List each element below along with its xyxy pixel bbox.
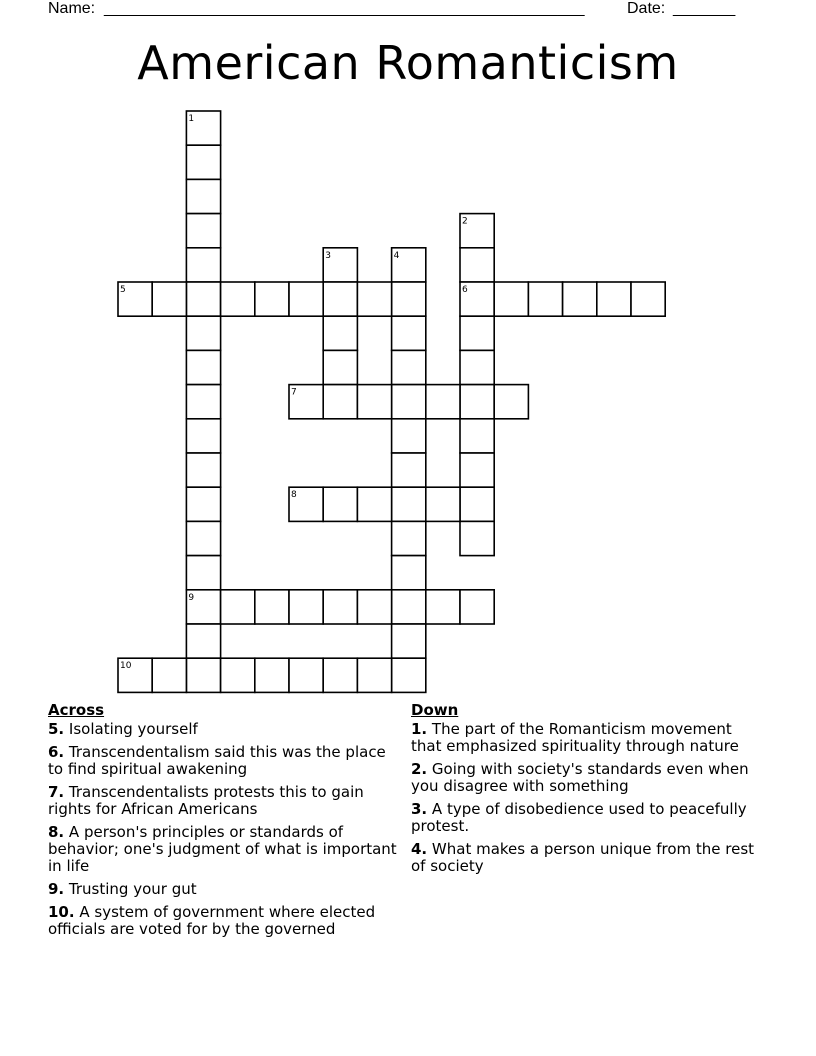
crossword-cell[interactable]	[392, 350, 426, 384]
crossword-cell[interactable]	[186, 624, 220, 658]
clue-number-label: 4	[393, 250, 400, 261]
crossword-cell[interactable]	[118, 658, 152, 692]
down-clue	[411, 841, 756, 875]
crossword-cell[interactable]	[289, 590, 323, 624]
crossword-cell[interactable]	[323, 658, 357, 692]
crossword-cell[interactable]	[186, 179, 220, 213]
crossword-cell[interactable]	[186, 248, 220, 282]
crossword-cell[interactable]	[357, 658, 391, 692]
clue-text: Isolating yourself	[68, 720, 198, 738]
crossword-cell[interactable]	[392, 316, 426, 350]
down-clue	[411, 801, 756, 835]
crossword-cell[interactable]	[323, 282, 357, 316]
clue-number: 1.	[411, 720, 428, 738]
clue-text: A system of government where elected officials are voted for by the governed	[48, 903, 376, 938]
crossword-cell[interactable]	[186, 145, 220, 179]
clue-text: A type of disobedience used to peacefully protest.	[411, 800, 747, 835]
crossword-cell[interactable]	[221, 658, 255, 692]
crossword-cell[interactable]	[494, 385, 528, 419]
clue-text: Transcendentalism said this was the place to find spiritual awakening	[48, 743, 386, 778]
crossword-cell[interactable]	[392, 282, 426, 316]
down-clues	[411, 702, 756, 881]
across-clue	[48, 881, 398, 898]
clue-number: 8.	[48, 823, 65, 841]
clue-number-label: 10	[120, 661, 132, 672]
crossword-cell[interactable]	[152, 282, 186, 316]
clue-number-label: 1	[188, 114, 195, 124]
clue-number-label: 5	[120, 285, 126, 295]
crossword-cell[interactable]	[255, 590, 289, 624]
down-clue	[411, 721, 756, 755]
crossword-cell[interactable]	[392, 521, 426, 555]
clue-number: 2.	[411, 760, 428, 778]
across-clue	[48, 721, 398, 738]
crossword-cell[interactable]	[221, 590, 255, 624]
crossword-cell[interactable]	[221, 282, 255, 316]
crossword-cell[interactable]	[186, 419, 220, 453]
crossword-cell[interactable]	[255, 658, 289, 692]
crossword-cell[interactable]	[460, 453, 494, 487]
crossword-cell[interactable]	[289, 282, 323, 316]
crossword-cell[interactable]	[392, 487, 426, 521]
clue-text: Going with society's standards even when you disagree with something	[411, 760, 749, 795]
crossword-cell[interactable]	[392, 385, 426, 419]
crossword-cell[interactable]	[392, 453, 426, 487]
name-field[interactable]: ______________________________________________________	[104, 0, 585, 17]
clue-text: The part of the Romanticism movement that emphasized spirituality through nature	[411, 720, 739, 755]
clue-number: 6.	[48, 743, 65, 761]
crossword-cell[interactable]	[392, 556, 426, 590]
crossword-cell[interactable]	[186, 453, 220, 487]
crossword-cell[interactable]	[357, 487, 391, 521]
clue-number-label: 2	[462, 216, 468, 227]
clue-text: A person's principles or standards of behavior; one's judgment of what is important in life	[48, 823, 397, 875]
down-clue	[411, 761, 756, 795]
clue-number-label: 8	[291, 490, 297, 501]
crossword-cell[interactable]	[186, 214, 220, 248]
date-field[interactable]: _______	[673, 0, 736, 17]
crossword-cell[interactable]	[528, 282, 562, 316]
crossword-cell[interactable]	[118, 282, 152, 316]
crossword-cell[interactable]	[186, 556, 220, 590]
clue-number-label: 3	[325, 250, 331, 261]
crossword-cell[interactable]	[460, 316, 494, 350]
crossword-cell[interactable]	[323, 487, 357, 521]
clue-number-label: 9	[188, 592, 195, 603]
clue-text: Transcendentalists protests this to gain rights for African Americans	[48, 783, 364, 818]
across-heading: Across	[48, 701, 105, 719]
crossword-cell[interactable]	[631, 282, 665, 316]
crossword-cell[interactable]	[460, 282, 494, 316]
clue-number: 3.	[411, 800, 428, 818]
crossword-cell[interactable]	[392, 624, 426, 658]
name-label: Name:	[48, 0, 96, 17]
crossword-cell[interactable]	[392, 419, 426, 453]
page-title: American Romanticism	[137, 36, 679, 90]
crossword-cell[interactable]	[323, 385, 357, 419]
crossword-cell[interactable]	[392, 658, 426, 692]
crossword-cell[interactable]	[186, 316, 220, 350]
clue-text: Trusting your gut	[68, 880, 197, 898]
clue-text: What makes a person unique from the rest of society	[411, 840, 755, 875]
crossword-cell[interactable]	[426, 590, 460, 624]
crossword-cell[interactable]	[186, 487, 220, 521]
down-heading: Down	[411, 701, 459, 719]
clue-number: 10.	[48, 903, 75, 921]
crossword-cell[interactable]	[289, 658, 323, 692]
crossword-cell[interactable]	[357, 282, 391, 316]
crossword-cell[interactable]	[392, 590, 426, 624]
crossword-cell[interactable]	[186, 658, 220, 692]
crossword-cell[interactable]	[460, 385, 494, 419]
crossword-cell[interactable]	[323, 248, 357, 282]
across-clue	[48, 784, 398, 818]
crossword-cell[interactable]	[460, 419, 494, 453]
crossword-cell[interactable]	[323, 590, 357, 624]
across-clue	[48, 904, 398, 938]
clue-number: 4.	[411, 840, 428, 858]
crossword-cell[interactable]	[186, 521, 220, 555]
crossword-cell[interactable]	[597, 282, 631, 316]
across-clues	[48, 702, 398, 944]
across-clue	[48, 744, 398, 778]
crossword-cell[interactable]	[186, 111, 220, 145]
clue-number: 5.	[48, 720, 65, 738]
crossword-cell[interactable]	[186, 385, 220, 419]
crossword-cell[interactable]	[357, 385, 391, 419]
crossword-cell[interactable]	[289, 385, 323, 419]
crossword-cell[interactable]	[357, 590, 391, 624]
crossword-cell[interactable]	[186, 350, 220, 384]
crossword-cell[interactable]	[460, 350, 494, 384]
crossword-cell[interactable]	[186, 282, 220, 316]
crossword-cell[interactable]	[563, 282, 597, 316]
crossword-cell[interactable]	[392, 248, 426, 282]
crossword-cell[interactable]	[255, 282, 289, 316]
crossword-cell[interactable]	[323, 316, 357, 350]
crossword-cell[interactable]	[152, 658, 186, 692]
crossword-cell[interactable]	[323, 350, 357, 384]
crossword-cell[interactable]	[460, 521, 494, 555]
crossword-cell[interactable]	[426, 385, 460, 419]
date-label: Date:	[627, 0, 666, 17]
clue-number-label: 7	[291, 387, 297, 398]
crossword-cell[interactable]	[186, 590, 220, 624]
crossword-cell[interactable]	[460, 214, 494, 248]
clue-number: 7.	[48, 783, 65, 801]
across-clue	[48, 824, 398, 875]
crossword-cell[interactable]	[460, 248, 494, 282]
crossword-cell[interactable]	[460, 590, 494, 624]
crossword-cell[interactable]	[289, 487, 323, 521]
crossword-cell[interactable]	[494, 282, 528, 316]
clue-number-label: 6	[462, 285, 468, 295]
crossword-cell[interactable]	[426, 487, 460, 521]
clue-number: 9.	[48, 880, 65, 898]
crossword-cell[interactable]	[460, 487, 494, 521]
